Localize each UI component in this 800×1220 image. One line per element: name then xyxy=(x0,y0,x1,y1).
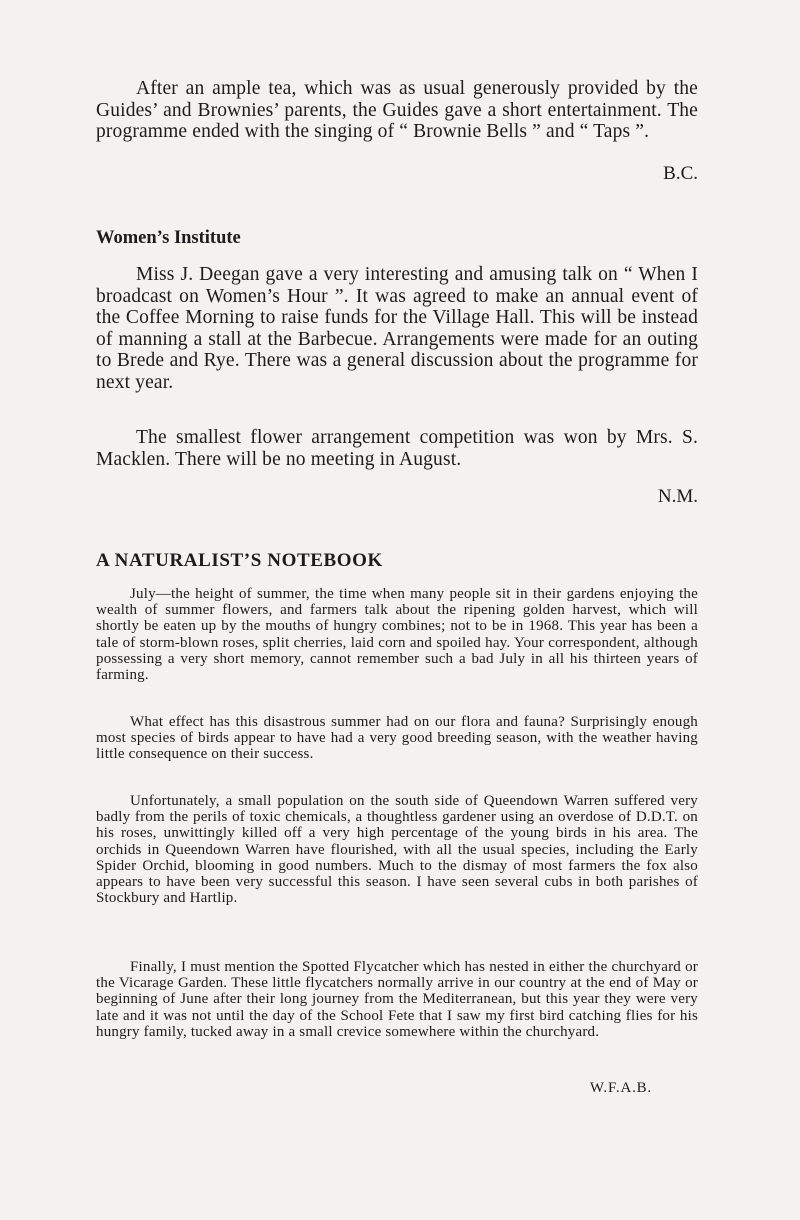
guides-paragraph: After an ample tea, which was as usual generously provided by the Guides’ and Brownies’ parents, the Guides gave a short entertainment. The programme ended with the singing of “ Brownie Bells ” and “ Taps ”. xyxy=(96,78,698,142)
naturalist-signoff: W.F.A.B. xyxy=(589,1080,652,1096)
womens-institute-paragraph: Miss J. Deegan gave a very interesting and amusing talk on “ When I broadcast on Women’s Hour ”. It was agreed to make an annual event of the Coffee Morning to raise funds for the Village Hall. This will be instead of manning a stall at the Barbecue. Arrangements were made for an outing to Brede and Rye. There was a general discussion about the programme for next year. xyxy=(96,264,698,393)
womens-institute-paragraph: The smallest flower arrangement competition was won by Mrs. S. Macklen. There will be no meeting in August. xyxy=(96,427,698,470)
naturalist-paragraph: Unfortunately, a small population on the south side of Queendown Warren suffered very badly from the perils of toxic chemicals, a thoughtless gardener using an overdose of D.D.T. on his roses, unwittingly killed off a very high percentage of the young birds in his area. The orchids in Queendown Warren have flourished, with all the usual species, including the Early Spider Orchid, blooming in good numbers. Much to the dismay of most farmers the fox also appears to have been very successful this season. I have seen several cubs in both parishes of Stockbury and Hartlip. xyxy=(96,793,698,907)
womens-institute-signoff: N.M. xyxy=(657,486,698,507)
womens-institute-heading-block xyxy=(96,228,698,249)
naturalist-paragraph: July—the height of summer, the time when many people sit in their gardens enjoying the wealth of summer flowers, and farmers talk about the ripening golden harvest, which will shortly be eaten up by the mouths of hungry combines; not to be in 1968. This year has been a tale of storm-blown roses, split cherries, laid corn and spoiled hay. Your correspondent, although possessing a very short memory, cannot remember such a bad July in all his thirteen years of farming. xyxy=(96,586,698,684)
womens-institute-para-1-block xyxy=(96,264,698,393)
naturalist-paragraph: Finally, I must mention the Spotted Flycatcher which has nested in either the churchyard or the Vicarage Garden. These little flycatchers normally arrive in our country at the end of May or beginning of June after their long journey from the Mediterranean, but this year they were very late and it was not until the day of the School Fete that I saw my first bird catching flies for his hungry family, tucked away in a small crevice somewhere within the churchyard. xyxy=(96,959,698,1040)
womens-institute-para-2-block xyxy=(96,427,698,470)
womens-institute-signoff-block xyxy=(96,486,698,508)
naturalist-para-3-block xyxy=(96,793,698,906)
naturalist-para-2-block xyxy=(96,714,698,763)
naturalist-signoff-block xyxy=(96,1080,698,1097)
naturalist-para-4-block xyxy=(96,959,698,1040)
naturalist-heading: A NATURALIST’S NOTEBOOK xyxy=(96,550,383,571)
guides-section xyxy=(96,78,698,143)
naturalist-paragraph: What effect has this disastrous summer had on our flora and fauna? Surprisingly enough most species of birds appear to have had a very good breeding season, with the weather having little consequence on their success. xyxy=(96,714,698,763)
guides-signoff: B.C. xyxy=(663,163,698,184)
womens-institute-heading: Women’s Institute xyxy=(96,228,241,248)
naturalist-para-1-block xyxy=(96,586,698,683)
guides-signoff-block xyxy=(96,163,698,185)
naturalist-heading-block xyxy=(96,550,698,572)
